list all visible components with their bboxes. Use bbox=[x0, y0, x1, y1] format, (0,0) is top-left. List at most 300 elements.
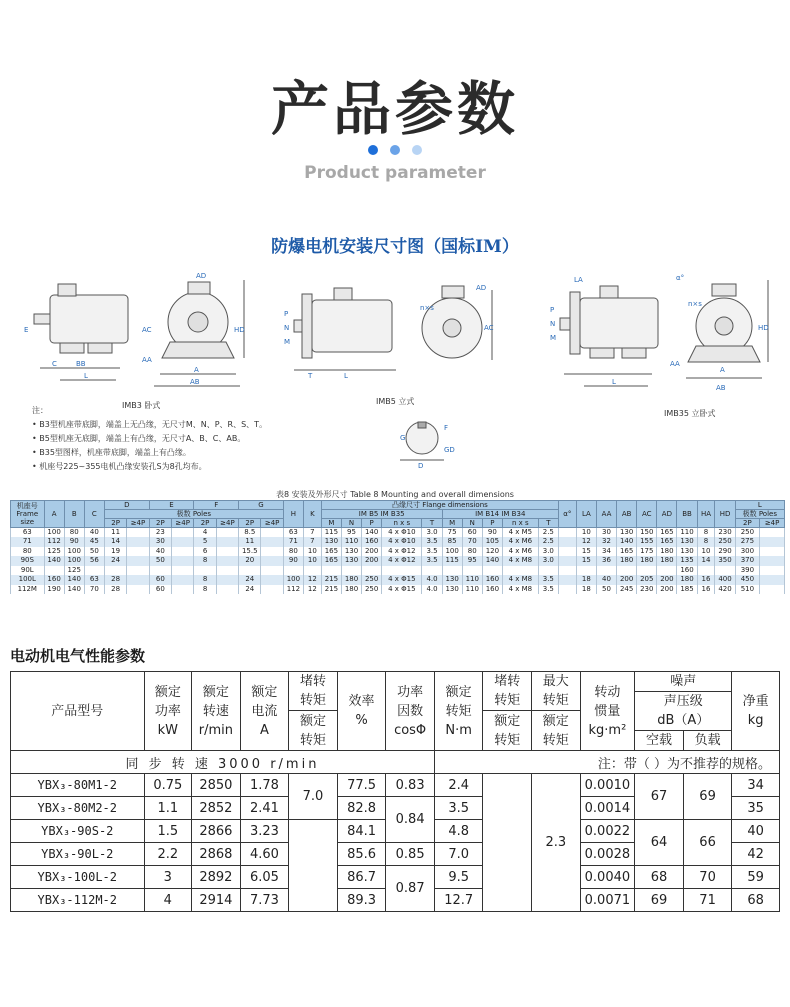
table-cell: 23 bbox=[149, 528, 171, 538]
label-n: N bbox=[284, 324, 290, 332]
dimensions-table-body bbox=[11, 528, 785, 595]
table-cell: 95 bbox=[462, 556, 482, 566]
th-flange: 凸缘尺寸 Flange dimensions bbox=[321, 501, 558, 510]
th-k: K bbox=[303, 501, 321, 528]
cell-efficiency: 86.7 bbox=[337, 866, 386, 889]
th-locked-torque-2: 堵转 转矩 bbox=[483, 672, 532, 711]
table-cell: 3.5 bbox=[422, 556, 442, 566]
label-a3: A bbox=[720, 366, 725, 374]
label-a: A bbox=[194, 366, 199, 374]
page-title: 产品参数 bbox=[270, 75, 519, 143]
th-hd: HD bbox=[715, 501, 735, 528]
table-cell: 71 bbox=[11, 537, 45, 547]
table-cell: 4 bbox=[194, 528, 216, 538]
table-cell bbox=[172, 537, 194, 547]
table-row bbox=[11, 774, 780, 797]
table-row bbox=[11, 866, 780, 889]
table-cell: 90S bbox=[11, 556, 45, 566]
th-alpha: α° bbox=[558, 501, 576, 528]
label-t: T bbox=[308, 372, 313, 380]
table-cell: 11 bbox=[239, 537, 261, 547]
table-cell: 130 bbox=[617, 528, 637, 538]
table-cell: 180 bbox=[617, 556, 637, 566]
table-cell: 3.5 bbox=[422, 537, 442, 547]
table-cell bbox=[760, 556, 785, 566]
table-cell: 80 bbox=[462, 547, 482, 557]
table-cell: 30 bbox=[149, 537, 171, 547]
table-cell: 3.5 bbox=[538, 585, 558, 595]
table-cell: 250 bbox=[715, 537, 735, 547]
th-bb: BB bbox=[677, 501, 697, 528]
note-line: • 机座号225~355电机凸缘安装孔S为8孔均布。 bbox=[32, 462, 207, 471]
table-cell: 130 bbox=[442, 575, 462, 585]
table-cell bbox=[216, 537, 238, 547]
cell-weight: 34 bbox=[732, 774, 780, 797]
label-nxs3: n×s bbox=[688, 300, 702, 308]
table-cell: 24 bbox=[104, 556, 126, 566]
th-aa: AA bbox=[596, 501, 616, 528]
table-cell: 4 x M5 bbox=[502, 528, 538, 538]
cell-kw: 0.75 bbox=[144, 774, 192, 797]
table-cell: 7 bbox=[303, 537, 321, 547]
table-cell bbox=[657, 566, 677, 576]
table-cell: 100L bbox=[11, 575, 45, 585]
table-cell: 4 x M8 bbox=[502, 585, 538, 595]
table-cell: 34 bbox=[596, 547, 616, 557]
cell-locked-ratio: 7.0 bbox=[289, 774, 338, 820]
label-m3: M bbox=[550, 334, 557, 342]
table-cell: 215 bbox=[321, 575, 341, 585]
cell-pf: 0.84 bbox=[386, 797, 435, 843]
table-cell bbox=[617, 566, 637, 576]
th-l-4p: ≥4P bbox=[760, 519, 785, 528]
table-row bbox=[11, 585, 785, 595]
table-cell: 175 bbox=[637, 547, 657, 557]
table-cell: 63 bbox=[11, 528, 45, 538]
table-cell: 510 bbox=[735, 585, 760, 595]
cell-model: YBX₃-80M1-2 bbox=[11, 774, 145, 797]
table-row bbox=[11, 528, 785, 538]
table-cell bbox=[558, 528, 576, 538]
cell-rpm: 2850 bbox=[192, 774, 241, 797]
th-a: A bbox=[44, 501, 64, 528]
sync-note: 注：带（ ）为不推荐的规格。 bbox=[434, 751, 779, 774]
cell-inertia: 0.0028 bbox=[580, 843, 635, 866]
cell-current: 7.73 bbox=[240, 889, 289, 912]
table-cell bbox=[172, 547, 194, 557]
table-cell: 56 bbox=[84, 556, 104, 566]
th-torque: 额定 转矩 N·m bbox=[434, 672, 483, 751]
table-cell bbox=[172, 575, 194, 585]
th-2p: 2P bbox=[149, 519, 171, 528]
cell-current: 3.23 bbox=[240, 820, 289, 843]
cell-kw: 3 bbox=[144, 866, 192, 889]
table-cell bbox=[127, 537, 149, 547]
table-cell bbox=[442, 566, 462, 576]
table-cell: 90L bbox=[11, 566, 45, 576]
table-cell: 3.0 bbox=[422, 528, 442, 538]
table-cell bbox=[84, 566, 104, 576]
cell-torque: 3.5 bbox=[434, 797, 483, 820]
table-cell: 60 bbox=[462, 528, 482, 538]
table-cell: 200 bbox=[617, 575, 637, 585]
note-line: • B35型图样，机座带底脚，端盖上有凸缘。 bbox=[32, 448, 191, 457]
table-cell bbox=[127, 556, 149, 566]
label-aa3: AA bbox=[670, 360, 680, 368]
table-cell bbox=[422, 566, 442, 576]
table-cell bbox=[637, 566, 657, 576]
cell-locked-ratio-blank bbox=[289, 820, 338, 912]
th-frame: 机座号 Frame size bbox=[11, 501, 45, 528]
table-cell: 100 bbox=[64, 556, 84, 566]
table-cell bbox=[172, 585, 194, 595]
imb3-drawing bbox=[20, 270, 250, 410]
imb3-svg bbox=[20, 270, 250, 400]
table-cell: 3.0 bbox=[538, 556, 558, 566]
table-cell: 4 x M8 bbox=[502, 556, 538, 566]
table-cell: 71 bbox=[283, 537, 303, 547]
cell-rpm: 2852 bbox=[192, 797, 241, 820]
table-cell: 250 bbox=[735, 528, 760, 538]
th-2p: 2P bbox=[239, 519, 261, 528]
table-cell: 230 bbox=[637, 585, 657, 595]
th-spl: 声压级 dB（A） bbox=[635, 692, 732, 731]
table-cell bbox=[239, 566, 261, 576]
cell-weight: 40 bbox=[732, 820, 780, 843]
table-cell: 90 bbox=[64, 537, 84, 547]
table-cell bbox=[715, 566, 735, 576]
dot-3 bbox=[412, 145, 422, 155]
table-cell: 80 bbox=[11, 547, 45, 557]
table-cell bbox=[760, 575, 785, 585]
label-ac2: AC bbox=[484, 324, 494, 332]
th-ac: AC bbox=[637, 501, 657, 528]
th-f: F bbox=[194, 501, 239, 510]
table-cell: 5 bbox=[194, 537, 216, 547]
table-cell: 350 bbox=[715, 556, 735, 566]
table-cell: 160 bbox=[482, 585, 502, 595]
table-cell: 250 bbox=[362, 575, 382, 585]
table-cell: 24 bbox=[239, 575, 261, 585]
table-cell: 110 bbox=[341, 537, 361, 547]
table-cell bbox=[172, 556, 194, 566]
table-cell: 200 bbox=[362, 556, 382, 566]
table-cell: 390 bbox=[735, 566, 760, 576]
carousel-dots bbox=[368, 145, 428, 157]
cell-efficiency: 84.1 bbox=[337, 820, 386, 843]
cell-torque: 9.5 bbox=[434, 866, 483, 889]
table-cell: 215 bbox=[321, 585, 341, 595]
label-p: P bbox=[284, 310, 289, 318]
table-cell: 165 bbox=[657, 528, 677, 538]
cell-noise-load: 69 bbox=[683, 774, 732, 820]
table-cell: 160 bbox=[677, 566, 697, 576]
table-cell bbox=[558, 585, 576, 595]
cell-pf: 0.87 bbox=[386, 866, 435, 912]
th-2p: 2P bbox=[104, 519, 126, 528]
cell-efficiency: 77.5 bbox=[337, 774, 386, 797]
table-cell bbox=[216, 556, 238, 566]
table-cell bbox=[760, 585, 785, 595]
cell-inertia: 0.0010 bbox=[580, 774, 635, 797]
table-row bbox=[11, 566, 785, 576]
notes-block bbox=[32, 404, 332, 474]
cell-torque: 7.0 bbox=[434, 843, 483, 866]
table-cell: 15 bbox=[576, 547, 596, 557]
table-cell: 150 bbox=[637, 528, 657, 538]
table-cell: 290 bbox=[715, 547, 735, 557]
cell-kw: 4 bbox=[144, 889, 192, 912]
table-cell: 180 bbox=[341, 575, 361, 585]
table-cell: 14 bbox=[104, 537, 126, 547]
table-cell bbox=[261, 575, 283, 585]
table-cell: 4 x M6 bbox=[502, 537, 538, 547]
cell-noise-idle: 64 bbox=[635, 820, 684, 866]
cell-model: YBX₃-100L-2 bbox=[11, 866, 145, 889]
table-cell bbox=[760, 566, 785, 576]
dimensions-table bbox=[10, 500, 785, 594]
note-line: 注： bbox=[32, 406, 48, 415]
table-cell: 90 bbox=[482, 528, 502, 538]
table-cell: 400 bbox=[715, 575, 735, 585]
th-speed: 额定 转速 r/min bbox=[192, 672, 241, 751]
cell-kw: 1.1 bbox=[144, 797, 192, 820]
table-cell: 4 x Φ10 bbox=[382, 528, 422, 538]
table-cell: 200 bbox=[657, 575, 677, 585]
table-cell: 100 bbox=[442, 547, 462, 557]
th-poles: 极数 Poles bbox=[104, 510, 283, 519]
sync-speed-label: 同 步 转 速 3000 r/min bbox=[11, 751, 435, 774]
cell-rpm: 2914 bbox=[192, 889, 241, 912]
th-power: 额定 功率 kW bbox=[144, 672, 192, 751]
cell-noise-idle: 69 bbox=[635, 889, 684, 912]
th-p: P bbox=[362, 519, 382, 528]
table-cell bbox=[261, 528, 283, 538]
cell-noise-idle: 67 bbox=[635, 774, 684, 820]
table-cell: 180 bbox=[657, 556, 677, 566]
table-cell: 4 x Φ12 bbox=[382, 547, 422, 557]
th-la: LA bbox=[576, 501, 596, 528]
table-cell: 165 bbox=[321, 556, 341, 566]
table-row bbox=[11, 575, 785, 585]
cell-efficiency: 82.8 bbox=[337, 797, 386, 820]
th-2p: 2P bbox=[194, 519, 216, 528]
table-cell bbox=[216, 528, 238, 538]
table-cell: 200 bbox=[362, 547, 382, 557]
table-cell: 80 bbox=[64, 528, 84, 538]
table-cell: 4 x Φ15 bbox=[382, 575, 422, 585]
th-n: N bbox=[341, 519, 361, 528]
table-cell bbox=[127, 585, 149, 595]
th-current: 额定 电流 A bbox=[240, 672, 289, 751]
table-cell bbox=[760, 547, 785, 557]
cell-weight: 68 bbox=[732, 889, 780, 912]
cell-inertia: 0.0071 bbox=[580, 889, 635, 912]
th-weight: 净重 kg bbox=[732, 672, 780, 751]
table-cell: 16 bbox=[697, 585, 715, 595]
table-cell: 8 bbox=[194, 575, 216, 585]
table-cell: 8 bbox=[697, 537, 715, 547]
table-cell: 230 bbox=[715, 528, 735, 538]
th-ab: AB bbox=[617, 501, 637, 528]
table-cell: 63 bbox=[283, 528, 303, 538]
table-cell: 130 bbox=[442, 585, 462, 595]
cell-inertia: 0.0022 bbox=[580, 820, 635, 843]
th-imb5: IM B5 IM B35 bbox=[321, 510, 442, 519]
table-cell: 105 bbox=[482, 537, 502, 547]
table-cell: 36 bbox=[596, 556, 616, 566]
table-cell: 200 bbox=[657, 585, 677, 595]
label-ac: AC bbox=[142, 326, 152, 334]
table-cell: 50 bbox=[596, 585, 616, 595]
label-hd: HD bbox=[234, 326, 245, 334]
table-cell: 2.5 bbox=[538, 537, 558, 547]
table-cell: 110 bbox=[462, 585, 482, 595]
th-t: T bbox=[422, 519, 442, 528]
table-cell: 130 bbox=[677, 547, 697, 557]
cell-model: YBX₃-90L-2 bbox=[11, 843, 145, 866]
table-cell: 4.0 bbox=[422, 575, 442, 585]
th-l: L bbox=[735, 501, 784, 510]
th-locked-torque: 堵转 转矩 bbox=[289, 672, 338, 711]
table-cell: 19 bbox=[104, 547, 126, 557]
th-h: H bbox=[283, 501, 303, 528]
cell-current: 4.60 bbox=[240, 843, 289, 866]
cell-noise-load: 70 bbox=[683, 866, 732, 889]
table-cell bbox=[558, 537, 576, 547]
table-cell: 7 bbox=[303, 528, 321, 538]
th-ha: HA bbox=[697, 501, 715, 528]
table-cell: 165 bbox=[617, 547, 637, 557]
table-cell: 10 bbox=[697, 547, 715, 557]
table-cell bbox=[382, 566, 422, 576]
label-bb: BB bbox=[76, 360, 86, 368]
table-cell: 190 bbox=[44, 585, 64, 595]
th-4p: ≥4P bbox=[127, 519, 149, 528]
table-cell: 12 bbox=[576, 537, 596, 547]
table-cell: 4.0 bbox=[422, 585, 442, 595]
cell-weight: 59 bbox=[732, 866, 780, 889]
table-cell: 4 x M6 bbox=[502, 547, 538, 557]
imb5-caption: IMB5 立式 bbox=[376, 397, 415, 406]
cell-weight: 42 bbox=[732, 843, 780, 866]
th-4p: ≥4P bbox=[172, 519, 194, 528]
cell-locked-ratio-2 bbox=[483, 774, 532, 912]
th-c: C bbox=[84, 501, 104, 528]
label-l3: L bbox=[612, 378, 616, 386]
table-cell: 130 bbox=[321, 537, 341, 547]
table-cell: 4 x Φ15 bbox=[382, 585, 422, 595]
table-cell bbox=[149, 566, 171, 576]
table-cell bbox=[760, 537, 785, 547]
th-4p: ≥4P bbox=[261, 519, 283, 528]
cell-current: 6.05 bbox=[240, 866, 289, 889]
table-cell bbox=[172, 528, 194, 538]
table-cell bbox=[362, 566, 382, 576]
table-cell: 3.5 bbox=[422, 547, 442, 557]
table-cell bbox=[127, 547, 149, 557]
table-cell: 110 bbox=[677, 528, 697, 538]
table-cell bbox=[558, 566, 576, 576]
table-cell bbox=[261, 585, 283, 595]
table-cell: 100 bbox=[283, 575, 303, 585]
table-cell bbox=[538, 566, 558, 576]
table-cell: 115 bbox=[442, 556, 462, 566]
label-la: LA bbox=[574, 276, 583, 284]
table-cell: 130 bbox=[341, 547, 361, 557]
table-cell: 60 bbox=[149, 575, 171, 585]
imb35-drawing bbox=[540, 270, 780, 418]
table-cell: 85 bbox=[442, 537, 462, 547]
table-cell: 90 bbox=[283, 556, 303, 566]
label-nxs: n×s bbox=[420, 304, 434, 312]
table-cell: 28 bbox=[104, 575, 126, 585]
table-cell: 140 bbox=[44, 556, 64, 566]
imb35-caption: IMB35 立卧式 bbox=[664, 409, 716, 418]
cell-kw: 2.2 bbox=[144, 843, 192, 866]
cell-current: 1.78 bbox=[240, 774, 289, 797]
table-cell bbox=[44, 566, 64, 576]
th-idle: 空载 bbox=[635, 731, 684, 751]
table-cell: 80 bbox=[283, 547, 303, 557]
table-cell: 140 bbox=[64, 575, 84, 585]
cell-kw: 1.5 bbox=[144, 820, 192, 843]
cell-efficiency: 89.3 bbox=[337, 889, 386, 912]
table-cell: 160 bbox=[482, 575, 502, 585]
table-cell: 15.5 bbox=[239, 547, 261, 557]
table-cell: 12 bbox=[303, 575, 321, 585]
label-p3: P bbox=[550, 306, 555, 314]
table-cell: 140 bbox=[617, 537, 637, 547]
cell-inertia: 0.0014 bbox=[580, 797, 635, 820]
th-inertia: 转动 惯量 kg·m² bbox=[580, 672, 635, 751]
table-cell: 4 x Φ12 bbox=[382, 556, 422, 566]
table-cell: 125 bbox=[44, 547, 64, 557]
cell-efficiency: 85.6 bbox=[337, 843, 386, 866]
table-cell: 3.5 bbox=[538, 575, 558, 585]
th-load: 负载 bbox=[683, 731, 732, 751]
th-max-torque: 最大 转矩 bbox=[532, 672, 581, 711]
table-cell: 40 bbox=[84, 528, 104, 538]
th-nxs2: n x s bbox=[502, 519, 538, 528]
label-ab: AB bbox=[190, 378, 200, 386]
dot-1 bbox=[368, 145, 378, 155]
table-cell: 180 bbox=[341, 585, 361, 595]
table-cell: 15 bbox=[576, 556, 596, 566]
table-cell bbox=[127, 575, 149, 585]
table-cell: 70 bbox=[84, 585, 104, 595]
th-d: D bbox=[104, 501, 149, 510]
table-cell bbox=[194, 566, 216, 576]
diagram-title: 防爆电机安装尺寸图（国标IM） bbox=[271, 237, 519, 257]
table-cell: 45 bbox=[84, 537, 104, 547]
note-line: • B3型机座带底脚，端盖上无凸缘，无尺寸M、N、P、R、S、T。 bbox=[32, 420, 268, 429]
table-cell: 40 bbox=[596, 575, 616, 585]
th-m: M bbox=[321, 519, 341, 528]
table-cell: 185 bbox=[677, 585, 697, 595]
table-row bbox=[11, 556, 785, 566]
table-cell: 8 bbox=[194, 585, 216, 595]
table-cell bbox=[341, 566, 361, 576]
table-cell bbox=[558, 547, 576, 557]
th-l-2p: 2P bbox=[735, 519, 760, 528]
table-cell: 2.5 bbox=[538, 528, 558, 538]
cell-inertia: 0.0040 bbox=[580, 866, 635, 889]
table-cell bbox=[321, 566, 341, 576]
cell-noise-load: 66 bbox=[683, 820, 732, 866]
table-cell: 110 bbox=[462, 575, 482, 585]
table-cell: 95 bbox=[341, 528, 361, 538]
